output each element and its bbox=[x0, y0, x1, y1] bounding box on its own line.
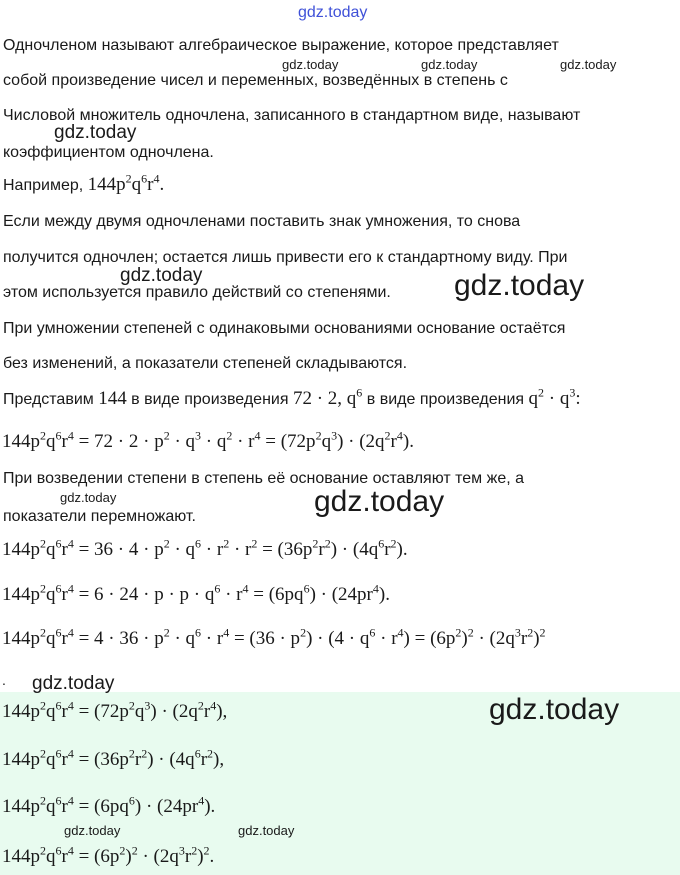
watermark: gdz.today bbox=[421, 57, 478, 72]
math-72x2: 72 · 2, $q^6$ bbox=[292, 385, 363, 409]
watermark: gdz.today bbox=[560, 57, 617, 72]
power-rule-line-1: При умножении степеней с одинаковыми основаниями основание остаётся bbox=[3, 320, 566, 337]
represent-text-2: в виде произведения bbox=[131, 391, 289, 408]
example-line bbox=[3, 171, 165, 196]
watermark: gdz.today bbox=[32, 673, 115, 694]
power-power-line-2: показатели перемножают. bbox=[3, 508, 196, 525]
watermark: gdz.today bbox=[489, 693, 620, 726]
multiplication-line-3: этом используется правило действий со степенями. bbox=[3, 284, 391, 301]
coefficient-line-1: Числовой множитель одночлена, записанного в стандартном виде, называют bbox=[3, 107, 581, 124]
represent-line bbox=[3, 385, 581, 410]
equation-3: $144p^2q^6r^4 = 6 \cdot 24 \cdot p \cdot p \cdot q^6 \cdot r^4 = (6pq^6) \cdot (24pr^4)$. bbox=[2, 581, 390, 605]
example-formula: $144p^2q^6r^4$. bbox=[87, 171, 165, 195]
watermark: gdz.today bbox=[314, 485, 445, 518]
coefficient-line-2: коэффициентом одночлена. bbox=[3, 144, 214, 161]
watermark: gdz.today bbox=[238, 823, 295, 838]
watermark: gdz.today bbox=[282, 57, 339, 72]
answer-equation-4: $144p^2q^6r^4 = (6p^2)^2 \cdot (2q^3r^2)^2$. bbox=[2, 843, 215, 867]
power-rule-line-2: без изменений, а показатели степеней складываются. bbox=[3, 355, 408, 372]
answer-equation-1: $144p^2q^6r^4 = (72p^2q^3) \cdot (2q^2r^4)$, bbox=[2, 698, 228, 722]
stray-dot: . bbox=[2, 672, 6, 688]
watermark: gdz.today bbox=[120, 265, 203, 286]
definition-line-2: собой произведение чисел и переменных, возведённых в степень с bbox=[3, 72, 508, 89]
equation-1: $144p^2q^6r^4 = 72 \cdot 2 \cdot p^2 \cdot q^3 \cdot q^2 \cdot r^4 = (72p^2q^3) \cdot (2q^2r^4)$. bbox=[2, 428, 414, 452]
example-label: Например, bbox=[3, 177, 84, 194]
watermark: gdz.today bbox=[64, 823, 121, 838]
multiplication-line-1: Если между двумя одночленами поставить знак умножения, то снова bbox=[3, 213, 521, 230]
answer-equation-2: $144p^2q^6r^4 = (36p^2r^2) \cdot (4q^6r^2)$, bbox=[2, 746, 225, 770]
power-power-line-1: При возведении степени в степень её основание оставляют тем же, а bbox=[3, 470, 525, 487]
answer-equation-3: $144p^2q^6r^4 = (6pq^6) \cdot (24pr^4)$. bbox=[2, 793, 216, 817]
equation-2: $144p^2q^6r^4 = 36 \cdot 4 \cdot p^2 \cdot q^6 \cdot r^2 \cdot r^2 = (36p^2r^2) \cdot (4q^6r^2)$. bbox=[2, 536, 408, 560]
watermark: gdz.today bbox=[454, 269, 585, 302]
represent-text-1: Представим bbox=[3, 391, 94, 408]
equation-4: $144p^2q^6r^4 = 4 \cdot 36 \cdot p^2 \cdot q^6 \cdot r^4 = (36 \cdot p^2) \cdot (4 \cdot q^6 \cdot r^4) = (6p^2)^2 \cdot (2q^3r^2)^2$ bbox=[2, 625, 546, 649]
multiplication-line-2: получится одночлен; остается лишь привести его к стандартному виду. При bbox=[3, 249, 568, 266]
definition-line-1: Одночленом называют алгебраическое выражение, которое представляет bbox=[3, 37, 559, 54]
math-144: 144 bbox=[98, 388, 127, 409]
represent-text-3: в виде произведения bbox=[366, 391, 525, 408]
watermark: gdz.today bbox=[60, 490, 117, 505]
math-q2q3: $q^2 \cdot q^3$: bbox=[528, 385, 581, 409]
watermark: gdz.today bbox=[54, 122, 137, 143]
watermark: gdz.today bbox=[298, 4, 368, 21]
